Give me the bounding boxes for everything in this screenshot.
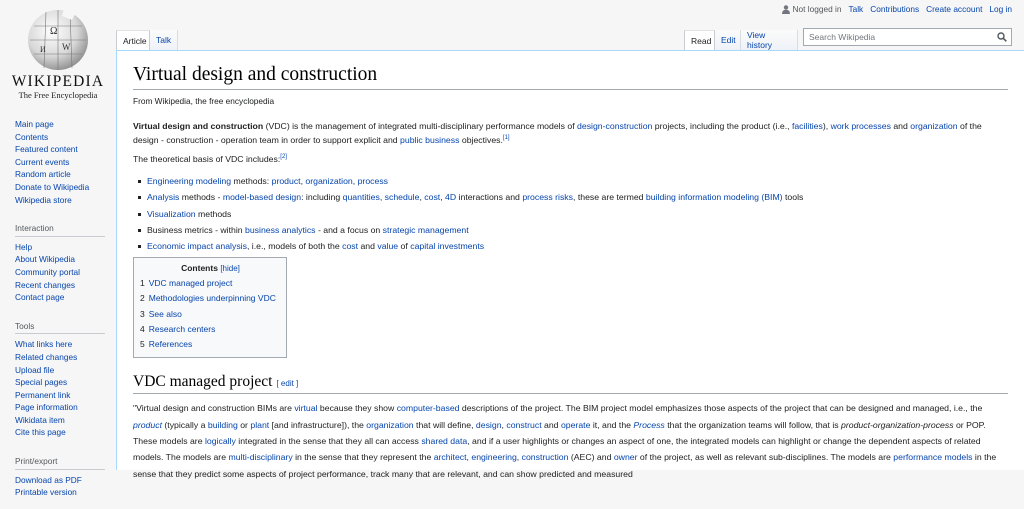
sidebar-item-help[interactable]: Help (15, 241, 33, 252)
link-facilities[interactable]: facilities (791, 121, 823, 131)
sidebar-item-printable-version[interactable]: Printable version (15, 487, 77, 498)
sidebar-item-store[interactable]: Wikipedia store (15, 194, 72, 205)
link-process-2[interactable]: Process (633, 419, 665, 430)
talk-link[interactable]: Talk (848, 4, 864, 14)
link-organization-2[interactable]: organization (305, 176, 353, 187)
not-logged-in-label: Not logged in (792, 4, 842, 14)
page-title: Virtual design and construction (133, 64, 1008, 90)
sidebar-heading-interaction: Interaction (15, 222, 105, 237)
svg-text:W: W (62, 42, 71, 52)
puzzle-globe-icon (24, 4, 92, 72)
link-cost-2[interactable]: cost (342, 240, 359, 251)
link-architect[interactable]: architect (433, 452, 467, 463)
toc-hide-button[interactable]: [hide] (220, 264, 240, 274)
link-public-business[interactable]: public business (400, 134, 460, 145)
search-input[interactable] (803, 28, 1012, 46)
sidebar-navigation (15, 118, 110, 206)
link-computer-based[interactable]: computer-based (396, 403, 460, 414)
sidebar-item-about[interactable]: About Wikipedia (15, 254, 75, 265)
logo-wordmark: WIKIPEDIA (11, 73, 105, 90)
contributions-link[interactable]: Contributions (870, 4, 920, 14)
list-item: Analysis methods - model-based design: including quantities, schedule, cost, 4D interactions and process risks, these are termed building information modeling (BIM) tools (147, 189, 1008, 205)
link-owner[interactable]: owner (613, 452, 638, 463)
sidebar-interaction (15, 222, 110, 304)
link-engineering-modeling[interactable]: Engineering modeling (147, 176, 232, 187)
sidebar-item-contents[interactable]: Contents (15, 131, 49, 142)
link-engineering[interactable]: engineering (471, 452, 517, 463)
sidebar (15, 118, 110, 509)
sidebar-item-upload-file[interactable]: Upload file (15, 364, 55, 375)
section-heading: VDC managed project [ edit ] (133, 373, 1008, 394)
link-construction[interactable]: construction (521, 452, 569, 463)
link-design-construction[interactable]: design-construction (577, 121, 653, 131)
sidebar-item-recent-changes[interactable]: Recent changes (15, 279, 75, 290)
sidebar-item-cite-this-page[interactable]: Cite this page (15, 427, 66, 438)
logo-tagline: The Free Encyclopedia (18, 90, 98, 100)
svg-text:Ω: Ω (50, 26, 58, 37)
link-construct[interactable]: construct (506, 419, 542, 430)
link-schedule[interactable]: schedule (384, 192, 420, 203)
sidebar-item-featured-content[interactable]: Featured content (15, 144, 78, 155)
link-quantities[interactable]: quantities (342, 192, 380, 203)
toc-item[interactable]: 3 See also (140, 308, 182, 319)
table-of-contents (133, 257, 287, 358)
ref-1[interactable]: [1] (502, 134, 510, 141)
wikipedia-logo[interactable] (10, 4, 106, 102)
link-multi-disciplinary[interactable]: multi-disciplinary (228, 452, 293, 463)
sidebar-item-main-page[interactable]: Main page (15, 119, 54, 129)
link-plant[interactable]: plant (250, 419, 270, 430)
sidebar-heading-tools: Tools (15, 320, 105, 335)
link-product[interactable]: product (271, 176, 301, 187)
link-business-analytics[interactable]: business analytics (245, 224, 316, 235)
tab-article[interactable]: Article (116, 30, 150, 50)
sidebar-item-community-portal[interactable]: Community portal (15, 266, 81, 277)
sidebar-item-wikidata-item[interactable]: Wikidata item (15, 414, 65, 425)
list-item: Engineering modeling methods: product, organization, process (147, 173, 1008, 189)
sidebar-item-special-pages[interactable]: Special pages (15, 377, 68, 388)
sidebar-item-permanent-link[interactable]: Permanent link (15, 389, 71, 400)
link-building[interactable]: building (207, 419, 238, 430)
toc-title: Contents [hide] (181, 263, 240, 274)
toc-item[interactable]: 5 References (140, 338, 193, 349)
link-analysis[interactable]: Analysis (147, 192, 180, 203)
section-edit-link[interactable]: [ edit ] (276, 379, 299, 389)
search-placeholder: Search Wikipedia (809, 32, 876, 42)
link-virtual[interactable]: virtual (294, 403, 318, 414)
tab-edit[interactable]: Edit (715, 30, 741, 50)
tab-talk[interactable]: Talk (150, 30, 178, 50)
list-item: Visualization methods (147, 206, 1008, 222)
link-organization[interactable]: organization (910, 121, 958, 131)
link-bim[interactable]: building information modeling (BIM) (645, 192, 783, 203)
tab-read[interactable]: Read (684, 30, 715, 50)
link-logically[interactable]: logically (204, 435, 236, 446)
link-work-processes[interactable]: work processes (830, 121, 891, 131)
login-link[interactable]: Log in (989, 4, 1012, 14)
link-cost[interactable]: cost (424, 192, 441, 203)
list-item: Economic impact analysis, i.e., models of both the cost and value of capital investments (147, 238, 1008, 254)
link-organization-3[interactable]: organization (366, 419, 414, 430)
sidebar-item-random-article[interactable]: Random article (15, 169, 71, 180)
sidebar-item-related-changes[interactable]: Related changes (15, 351, 78, 362)
search-icon[interactable] (997, 32, 1007, 42)
user-icon (782, 5, 790, 14)
sidebar-tools (15, 320, 110, 439)
not-logged-in (782, 4, 842, 14)
site-subtitle: From Wikipedia, the free encyclopedia (133, 96, 275, 106)
sidebar-item-contact-page[interactable]: Contact page (15, 292, 65, 303)
toc-item[interactable]: 2 Methodologies underpinning VDC (140, 293, 276, 304)
tab-view-history[interactable]: View history (741, 30, 798, 50)
list-item: Business metrics - within business analytics - and a focus on strategic management (147, 222, 1008, 238)
sidebar-print (15, 455, 110, 499)
sidebar-item-what-links-here[interactable]: What links here (15, 339, 73, 350)
link-strategic-management[interactable]: strategic management (382, 224, 469, 235)
link-economic-impact-analysis[interactable]: Economic impact analysis (147, 240, 247, 251)
link-product-2[interactable]: product (133, 419, 162, 430)
toc-item[interactable]: 1 VDC managed project (140, 278, 233, 289)
sidebar-item-current-events[interactable]: Current events (15, 156, 70, 167)
link-model-based-design[interactable]: model-based design (222, 192, 302, 203)
link-value[interactable]: value (377, 240, 399, 251)
link-visualization[interactable]: Visualization (147, 208, 196, 219)
link-4d[interactable]: 4D (445, 192, 457, 203)
svg-text:И: И (40, 45, 46, 54)
article-term: Virtual design and construction (133, 121, 264, 131)
ref-2[interactable]: [2] (280, 154, 287, 161)
link-operate[interactable]: operate (560, 419, 591, 430)
link-shared-data[interactable]: shared data (421, 435, 468, 446)
link-process-risks[interactable]: process risks (522, 192, 573, 203)
link-design[interactable]: design (475, 419, 502, 430)
link-process[interactable]: process (357, 176, 389, 187)
create-account-link[interactable]: Create account (926, 4, 983, 14)
article-content (116, 50, 1024, 479)
link-capital-investments[interactable]: capital investments (410, 240, 485, 251)
section-paragraph: "Virtual design and construction BIMs are virtual because they show computer-based descriptions of the project. The BIM project model emphasizes those aspects of the project that can be designed and managed, i.e., the product (typically a building or plant [and infrastructure]), the organization that will define, design, construct and operate it, and the Process that the organization teams will follow, that is product-organization-process or POP. These models are logically integrated in the sense that they all can access shared data, and if a user highlights or changes an aspect of one, the integrated models can highlight or change the dependent aspects of related models. The models are multi-disciplinary in the sense that they represent the architect, engineering, construction (AEC) and owner of the project, as well as relevant sub-disciplines. The models are performance models in the sense that they predict some aspects of project performance, track many that are relevant, and can show predicted and measured (133, 403, 997, 479)
link-performance-models[interactable]: performance models (893, 452, 973, 463)
toc-item[interactable]: 4 Research centers (140, 323, 216, 334)
sidebar-heading-print: Print/export (15, 455, 105, 470)
basis-paragraph: The theoretical basis of VDC includes:[2] (133, 154, 287, 165)
personal-tools (782, 4, 1012, 14)
basis-list (133, 173, 1008, 254)
sidebar-item-donate[interactable]: Donate to Wikipedia (15, 181, 90, 192)
intro-paragraph: Virtual design and construction (VDC) is the management of integrated multi-disciplinary performance models of design-construction projects, including the product (i.e., facilities), work processes and organization of the design - construction - operation team in order to support explicit and public business objectives.[1] (133, 121, 982, 145)
sidebar-item-download-pdf[interactable]: Download as PDF (15, 474, 82, 485)
sidebar-item-page-information[interactable]: Page information (15, 402, 78, 413)
